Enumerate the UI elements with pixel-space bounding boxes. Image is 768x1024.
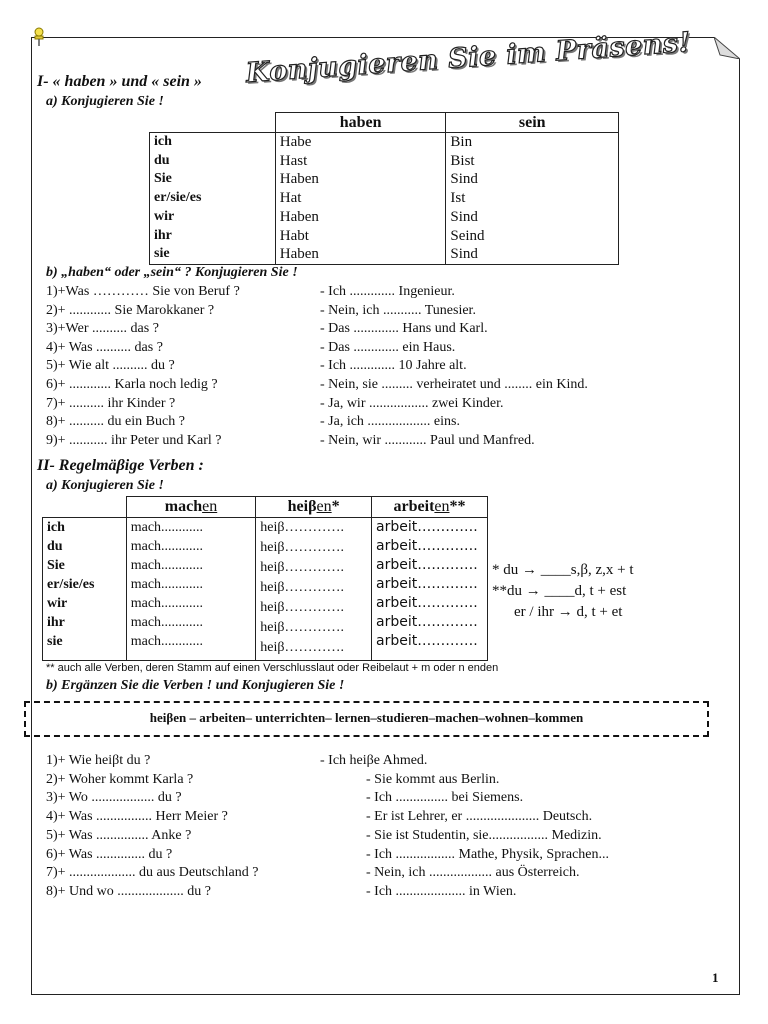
- worksheet-title: Konjugieren Sie im Präsens!: [244, 26, 692, 89]
- blank-cell: arbeit………….: [376, 595, 478, 611]
- exercise-answer: - Sie kommt aus Berlin.: [366, 771, 500, 787]
- blank-cell: arbeit………….: [376, 576, 478, 592]
- pronoun: wir: [47, 596, 68, 611]
- blank-cell: heiβ………….: [260, 640, 344, 655]
- section2-answers: [320, 752, 609, 902]
- verbs-header-row: [43, 497, 488, 518]
- haben-form: Habe: [279, 134, 312, 150]
- page-number: 1: [712, 970, 719, 985]
- exercise-question: 7)+ .......... ihr Kinder ?: [46, 395, 176, 411]
- section2-part-b: b) Ergänzen Sie die Verben ! und Konjugieren Sie !: [46, 678, 345, 693]
- haben-form: Haben: [279, 208, 319, 225]
- pronoun: ich: [47, 520, 65, 535]
- exercise-question: 2)+ ............ Sie Marokkaner ?: [46, 302, 215, 318]
- haben-form: Haben: [279, 171, 319, 188]
- header-heissen: [256, 497, 372, 518]
- word-box-text: heiβen – arbeiten– unterrichten– lernen–studieren–machen–wohnen–kommen: [149, 710, 584, 725]
- blank-cell: arbeit………….: [376, 538, 478, 554]
- exercise-answer: - Ich ............... bei Siemens.: [366, 790, 524, 806]
- verb-suffix: *: [331, 498, 340, 515]
- blank-cell: heiβ………….: [260, 540, 344, 555]
- section2-heading: II- Regelmäβige Verben :: [37, 457, 204, 474]
- exercise-question: 8)+ Und wo ................... du ?: [46, 883, 211, 899]
- rule-line: er / ihr → d, t + et: [514, 604, 623, 620]
- table-header-row: [150, 113, 619, 133]
- verb-stem: mach: [164, 498, 203, 515]
- exercise-answer: - Er ist Lehrer, er ..................... Deutsch.: [366, 809, 593, 825]
- verbs-corner-cell: [43, 497, 127, 518]
- pronoun: er/sie/es: [47, 577, 95, 592]
- blank-cell: mach............: [130, 539, 204, 554]
- exercise-question: 6)+ ............ Karla noch ledig ?: [46, 376, 218, 392]
- verb-ending: en: [316, 498, 332, 515]
- sein-form: Sind: [450, 171, 478, 188]
- blank-cell: arbeit………….: [376, 519, 478, 535]
- table-body: [150, 133, 619, 265]
- haben-sein-table: [149, 112, 619, 265]
- pronoun: ihr: [154, 227, 172, 243]
- verb-stem: arbeit: [393, 498, 435, 515]
- sein-column: [446, 133, 619, 265]
- verb-ending: en: [202, 498, 218, 515]
- section1-heading: I- « haben » und « sein »: [37, 73, 202, 90]
- pronoun: sie: [47, 634, 63, 649]
- exercise-question: 5)+ Wie alt .......... du ?: [46, 358, 175, 374]
- sein-form: Bist: [450, 152, 475, 169]
- pronoun: Sie: [154, 171, 172, 187]
- exercise-question: 4)+ Was .......... das ?: [46, 339, 163, 355]
- table-corner-cell: [150, 113, 276, 133]
- blank-cell: heiβ………….: [260, 580, 344, 595]
- exercise-question: 2)+ Woher kommt Karla ?: [46, 771, 194, 787]
- exercise-answer: - Ja, ich .................. eins.: [320, 414, 460, 430]
- verb-ending: en: [434, 498, 450, 515]
- header-arbeiten: [372, 497, 488, 518]
- sein-form: Bin: [450, 134, 473, 150]
- header-haben: haben: [275, 113, 446, 133]
- page-fold-icon: [714, 37, 740, 59]
- verb-stem: heiβ: [287, 498, 317, 515]
- exercise-question: 5)+ Was ............... Anke ?: [46, 827, 192, 843]
- exercise-answer: - Das ............. ein Haus.: [320, 339, 456, 355]
- haben-form: Habt: [279, 227, 309, 244]
- exercise-question: 3)+Wer .......... das ?: [46, 321, 159, 337]
- exercise-answer: - Ja, wir ................. zwei Kinder.: [320, 395, 504, 411]
- verb-suffix: **: [449, 498, 466, 515]
- blank-cell: heiβ………….: [260, 600, 344, 615]
- exercise-answer: - Sie ist Studentin, sie................. Medizin.: [366, 827, 602, 843]
- exercise-answer: - Nein, ich ........... Tunesier.: [320, 302, 476, 318]
- blank-cell: mach............: [130, 634, 204, 649]
- exercise-question: 1)+ Wie heiβt du ?: [46, 753, 151, 768]
- section2-questions: [46, 752, 258, 902]
- pronoun: ich: [154, 134, 172, 149]
- pronoun: er/sie/es: [154, 190, 202, 206]
- exercise-answer: - Ich .................... in Wien.: [366, 883, 517, 899]
- haben-column: [275, 133, 446, 265]
- exercise-answer: - Nein, wir ............ Paul und Manfred.: [320, 432, 535, 448]
- section2-part-a: a) Konjugieren Sie !: [46, 478, 164, 493]
- exercise-answer: - Nein, ich .................. aus Österreich.: [366, 865, 580, 881]
- blank-cell: mach............: [130, 615, 204, 630]
- pronoun: ihr: [47, 615, 65, 630]
- section1-answers: [320, 283, 588, 450]
- exercise-question: 4)+ Was ................ Herr Meier ?: [46, 809, 228, 825]
- exercise-answer: - Das ............. Hans und Karl.: [320, 321, 488, 337]
- verbs-pronoun-column: [43, 518, 127, 661]
- pronoun: wir: [154, 208, 175, 224]
- exercise-answer: - Ich ............. 10 Jahre alt.: [320, 358, 467, 374]
- exercise-answer: - Ich ................. Mathe, Physik, Sprachen...: [366, 846, 610, 862]
- verbs-body: [43, 518, 488, 661]
- blank-cell: heiβ………….: [260, 620, 344, 635]
- haben-form: Hat: [279, 190, 302, 207]
- blank-cell: heiβ………….: [260, 520, 344, 535]
- blank-cell: mach............: [130, 558, 204, 573]
- section1-questions: [46, 283, 240, 450]
- exercise-answer: - Ich heiβe Ahmed.: [320, 753, 428, 768]
- section1-part-a: a) Konjugieren Sie !: [46, 94, 164, 109]
- pronoun: du: [47, 539, 63, 554]
- exercise-question: 3)+ Wo .................. du ?: [46, 790, 182, 806]
- heissen-column: [256, 518, 372, 661]
- pronoun: du: [154, 152, 170, 168]
- arbeiten-column: [372, 518, 488, 661]
- exercise-question: 7)+ ................... du aus Deutschland ?: [46, 865, 259, 881]
- exercise-answer: - Nein, sie ......... verheiratet und ........ ein Kind.: [320, 376, 588, 392]
- blank-cell: arbeit………….: [376, 557, 478, 573]
- sein-form: Sind: [450, 208, 478, 225]
- exercise-question: 9)+ ........... ihr Peter und Karl ?: [46, 432, 222, 448]
- sein-form: Seind: [450, 227, 485, 244]
- exercise-question: 1)+Was ………… Sie von Beruf ?: [46, 284, 240, 299]
- header-machen: [126, 497, 256, 518]
- exercise-question: 6)+ Was .............. du ?: [46, 846, 173, 862]
- sein-form: Ist: [450, 190, 466, 207]
- rule-line: * du → ____s,β, z,x + t: [492, 562, 634, 578]
- blank-cell: mach............: [130, 520, 204, 535]
- footnote: ** auch alle Verben, deren Stamm auf einen Verschlusslaut oder Reibelaut + m oder n enden: [46, 662, 499, 674]
- pushpin-icon: [32, 27, 46, 47]
- conjugation-rules: [492, 560, 634, 623]
- sein-form: Sind: [450, 246, 478, 263]
- pronoun-column: [150, 133, 276, 265]
- haben-form: Haben: [279, 246, 319, 263]
- pronoun: Sie: [47, 558, 65, 573]
- machen-column: [126, 518, 256, 661]
- exercise-question: 8)+ .......... du ein Buch ?: [46, 414, 185, 430]
- blank-cell: mach............: [130, 577, 204, 592]
- blank-cell: arbeit………….: [376, 633, 478, 649]
- section1-part-b: b) „haben“ oder „sein“ ? Konjugieren Sie !: [46, 265, 298, 280]
- regular-verbs-table: [42, 496, 488, 661]
- rule-line: **du → ____d, t + est: [492, 583, 627, 599]
- exercise-answer: - Ich ............. Ingenieur.: [320, 284, 455, 299]
- header-sein: sein: [446, 113, 619, 133]
- haben-form: Hast: [279, 152, 308, 169]
- pronoun: sie: [154, 246, 170, 262]
- blank-cell: mach............: [130, 596, 204, 611]
- blank-cell: heiβ………….: [260, 560, 344, 575]
- blank-cell: arbeit………….: [376, 614, 478, 630]
